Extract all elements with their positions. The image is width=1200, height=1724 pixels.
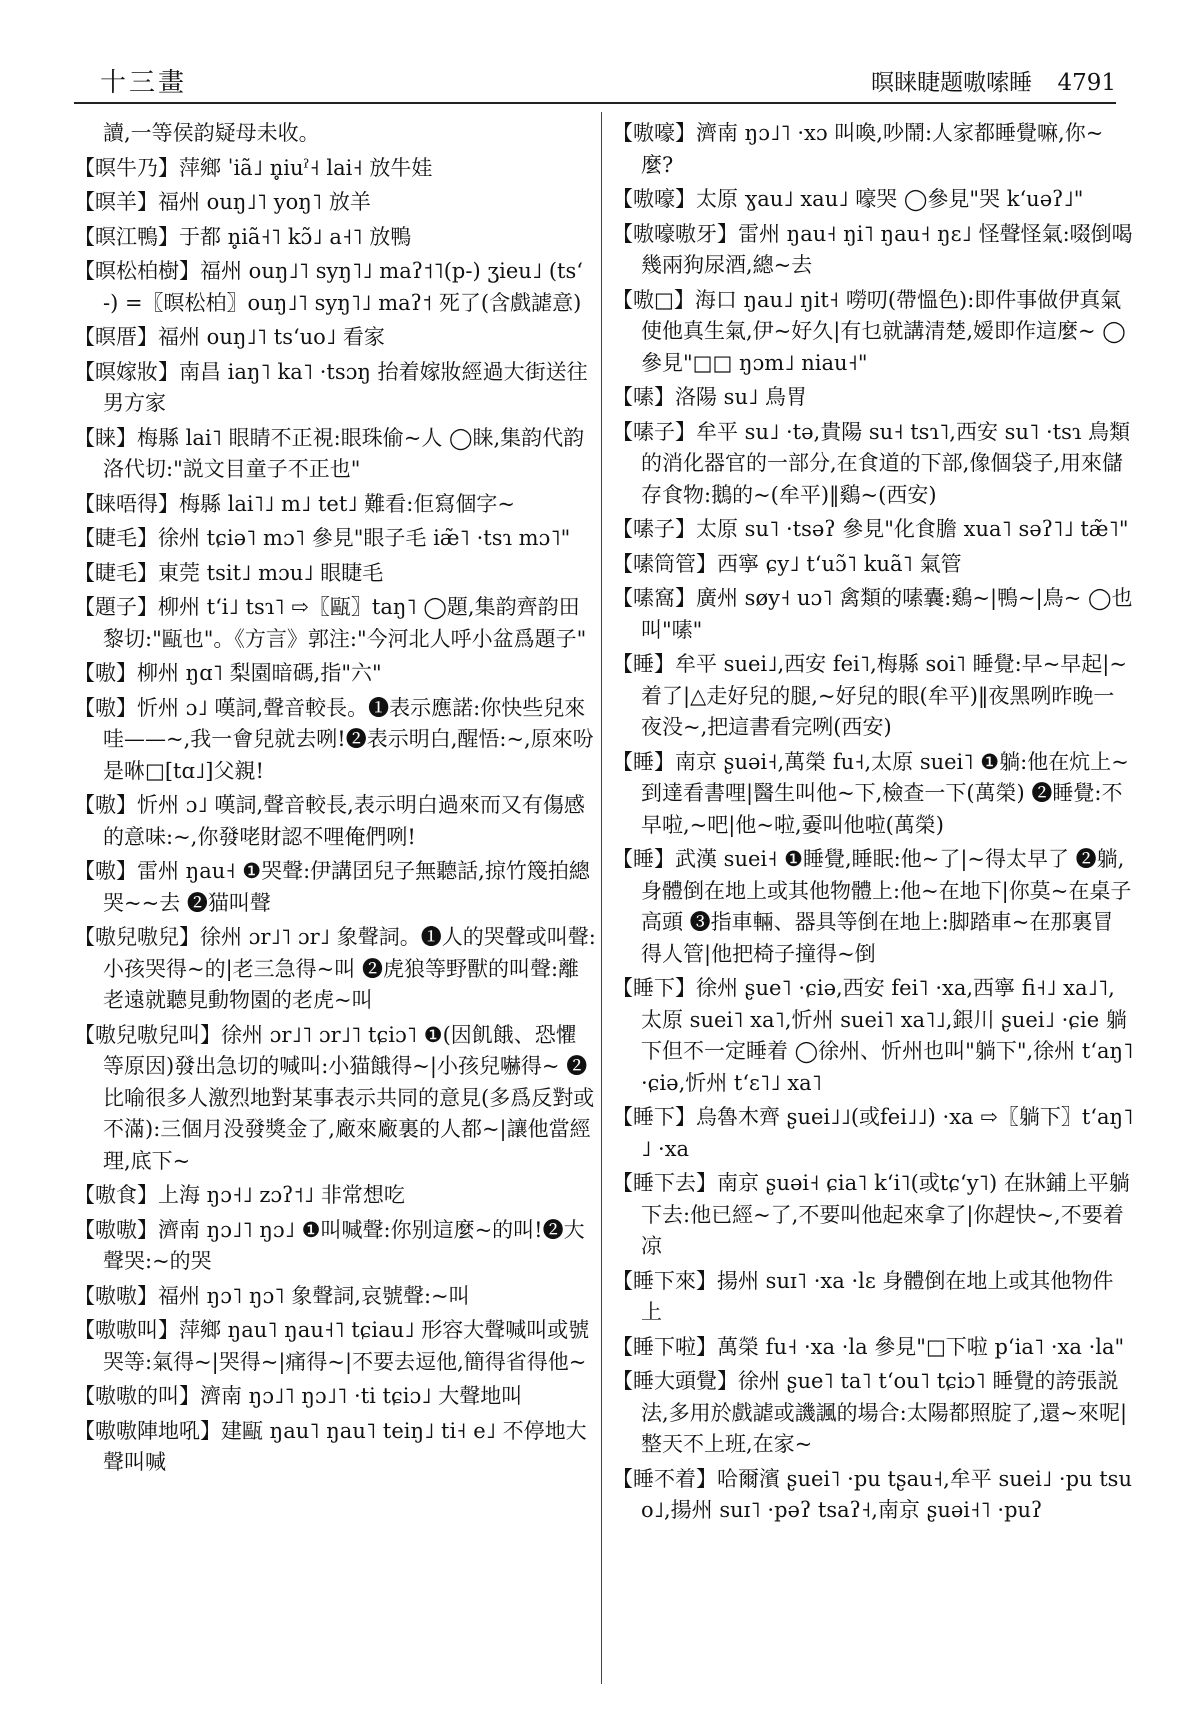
dictionary-entry: 讀,一等侯韵疑母未收。 <box>103 121 320 145</box>
dictionary-entry: 【嗷□】海口 ŋau˩ ŋit˧ 嘮叨(帶慍色):即件事做伊真氣使他真生氣,伊~好久|有乜就講清楚,嫒即作這麼~ ◯參見"□□ ŋɔm˩ niau˧" <box>612 287 1126 375</box>
dictionary-entry: 【睡下去】南京 ʂuəi˧ ɕia˥ kʻi˥(或tɕʻy˥) 在牀鋪上平躺下去:他已經~了,不要叫他起來拿了|你趕快~,不要着凉 <box>612 1171 1130 1258</box>
dictionary-entry: 【嗉子】牟平 su˩ ·tə,貴陽 su˧ tsɿ˥,西安 su˥ ·tsɿ 鳥類的消化器官的一部分,在食道的下部,像個袋子,用來儲存食物:鵝的~(牟平)‖鷄~(西安) <box>612 419 1131 507</box>
dictionary-entry: 【嗷】忻州 ɔ˩ 嘆詞,聲音較長,表示明白過來而又有傷感的意味:~,你發咾財認不哩俺們咧! <box>74 793 585 849</box>
dictionary-entry: 【嗷嗷陣地吼】建甌 ŋau˥ ŋau˥ teiŋ˩ ti˧ e˩ 不停地大聲叫喊 <box>74 1418 587 1474</box>
dictionary-entry: 【嗉筒管】西寧 ɕy˩ tʻuɔ̃˥ kuã˥ 氣管 <box>612 551 962 576</box>
dictionary-entry: 【嗷兒嗷兒叫】徐州 ɔr˩˥ ɔr˩˥ tɕiɔ˥ ❶(因飢餓、恐懼等原因)發出急切的喊叫:小猫餓得~|小孩兒嚇得~ ❷比喻很多人激烈地對某事表示共同的意見(多爲反對或不滿):三個月没發獎金了,廠來廠裏的人都~|讓他當經理,底下~ <box>74 1022 595 1173</box>
dictionary-entry: 【睡下來】揚州 suɪ˥ ·xa ·lɛ 身體倒在地上或其他物件上 <box>612 1268 1114 1324</box>
dictionary-entry: 【暝厝】福州 ouŋ˩˥ tsʻuo˩ 看家 <box>74 325 385 349</box>
header-rule <box>74 102 1116 104</box>
page-header <box>74 58 1116 102</box>
dictionary-entry: 【睡下】烏魯木齊 ʂuei˩˩(或fei˩˩) ·xa ⇨〖躺下〗tʻaŋ˥˩ ·xa <box>612 1105 1134 1161</box>
dictionary-entry: 【暝羊】福州 ouŋ˩˥ yoŋ˥ 放羊 <box>74 190 371 214</box>
dictionary-entry: 【睐】梅縣 lai˥ 眼睛不正視:眼珠偷~人 ◯睐,集韵代韵洛代切:"説文目童子不正也" <box>74 425 585 481</box>
dictionary-entry: 【題子】柳州 tʻi˩ tsɿ˥ ⇨〖甌〗taŋ˥ ◯題,集韵齊韵田黎切:"甌也"。《方言》郭注:"今河北人呼小盆爲題子" <box>74 595 587 651</box>
dictionary-entry: 【嗷嗷】濟南 ŋɔ˩˥ ŋɔ˩ ❶叫喊聲:你别這麼~的叫!❷大聲哭:~的哭 <box>74 1217 585 1273</box>
dictionary-entry: 【嗷嗷的叫】濟南 ŋɔ˩˥ ŋɔ˩˥ ·ti tɕiɔ˩ 大聲地叫 <box>74 1384 523 1408</box>
dictionary-entry: 【嗷】柳州 ŋɑ˥ 梨園暗碼,指"六" <box>74 661 382 685</box>
dictionary-entry: 【嗉窩】廣州 søy˧ uɔ˥ 禽類的嗉囊:鷄~|鴨~|鳥~ ◯也叫"嗉" <box>612 586 1133 642</box>
dictionary-entry: 【睫毛】東莞 tsit˩ mɔu˩ 眼睫毛 <box>74 560 384 585</box>
dictionary-entry: 【嗉】洛陽 su˩ 鳥胃 <box>612 385 808 409</box>
dictionary-entry: 【睡】牟平 suei˩,西安 fei˥,梅縣 soi˥ 睡覺:早~早起|~着了|△走好兒的腿,~好兒的眼(牟平)‖夜黑咧昨晚一夜没~,把這書看完咧(西安) <box>612 652 1127 739</box>
dictionary-entry: 【暝江鴨】于都 n̥iã˧˥ kɔ̃˩ a˧˥ 放鴨 <box>74 224 412 249</box>
dictionary-entry: 【睡大頭覺】徐州 ʂue˥ ta˥ tʻou˥ tɕiɔ˥ 睡覺的誇張説法,多用於戲謔或譏諷的場合:太陽都照腚了,還~來呢|整天不上班,在家~ <box>612 1369 1128 1456</box>
dictionary-entry: 【睫毛】徐州 tɕiə˥ mɔ˥ 參見"眼子毛 iæ̃˥ ·tsɿ mɔ˥" <box>74 526 571 550</box>
dictionary-entry: 【嗷】忻州 ɔ˩ 嘆詞,聲音較長。❶表示應諾:你快些兒來哇——~,我一會兒就去咧!❷表示明白,醒悟:~,原來吩是咻□[tɑ˩]父親! <box>74 695 594 783</box>
dictionary-entry: 【嗷食】上海 ŋɔ˧˩ zɔʔ˦˩ 非常想吃 <box>74 1183 405 1207</box>
dictionary-entry: 【嗉子】太原 su˥ ·tsəʔ 參見"化食膽 xua˥ səʔ˥˩ tæ̃˥" <box>612 517 1129 541</box>
dictionary-entry: 【睡】武漢 suei˧ ❶睡覺,睡眠:他~了|~得太早了 ❷躺,身體倒在地上或其他物體上:他~在地下|你莫~在桌子高頭 ❸指車輛、器具等倒在地上:脚踏車~在那裏冒得人管|他把椅子撞得~倒 <box>612 847 1132 966</box>
dictionary-entry: 【嗷嚎】濟南 ŋɔ˩˥ ·xɔ 叫喚,吵鬧:人家都睡覺嘛,你~麼? <box>612 121 1104 177</box>
header-characters: 暝睐睫题嗷嗦睡 <box>871 70 1033 96</box>
dictionary-entry: 【睡下啦】萬榮 fu˧ ·xa ·la 參見"□下啦 pʻia˥ ·xa ·la" <box>612 1334 1125 1359</box>
dictionary-entry: 【嗷嗷】福州 ŋɔ˥ ŋɔ˥ 象聲詞,哀號聲:~叫 <box>74 1283 470 1308</box>
page-number: 4791 <box>1057 70 1116 96</box>
section-title: 十三畫 <box>100 68 188 98</box>
dictionary-entry: 【睡不着】哈爾濱 ʂuei˥ ·pu tʂau˧,牟平 suei˩ ·pu tsuo˩,揚州 suɪ˥ ·pəʔ tsaʔ˧,南京 ʂuəi˧˥ ·puʔ <box>612 1466 1132 1522</box>
dictionary-entry: 【嗷嚎嗷牙】雷州 ŋau˧ ŋi˥ ŋau˧ ŋɛ˩ 怪聲怪氣:啜倒喝幾兩狗尿酒,總~去 <box>612 221 1133 277</box>
right-column <box>612 118 1134 1530</box>
dictionary-entry: 【暝松柏樹】福州 ouŋ˩˥ syŋ˥˩ maʔ˦˥(p-) ʒieu˩ (tsʻ-) =〖暝松柏〗ouŋ˩˥ syŋ˥˩ maʔ˦ 死了(含戲謔意) <box>74 259 583 315</box>
dictionary-entry: 【嗷嚎】太原 ɣau˩ xau˩ 嚎哭 ◯參見"哭 kʻuəʔ˩" <box>612 187 1084 211</box>
column-divider <box>601 112 602 1684</box>
dictionary-entry: 【睡】南京 ʂuəi˧,萬榮 fu˧,太原 suei˥ ❶躺:他在炕上~到達看書哩|醫生叫他~下,檢查一下(萬榮) ❷睡覺:不早啦,~吧|他~啦,嫑叫他啦(萬榮) <box>612 749 1129 837</box>
left-column <box>74 118 596 1482</box>
dictionary-entry: 【嗷】雷州 ŋau˧ ❶哭聲:伊講囝兒子無聽話,掠竹篾拍總哭~~去 ❷猫叫聲 <box>74 859 590 915</box>
dictionary-entry: 【暝嫁妝】南昌 iaŋ˥ ka˥ ·tsɔŋ 抬着嫁妝經過大街送往男方家 <box>74 359 588 415</box>
dictionary-entry: 【嗷兒嗷兒】徐州 ɔr˩˥ ɔr˩ 象聲詞。❶人的哭聲或叫聲:小孩哭得~的|老三急得~叫 ❷虎狼等野獸的叫聲:離老遠就聽見動物園的老虎~叫 <box>74 925 596 1012</box>
dictionary-entry: 【暝牛乃】萍鄉 ˈiã˩ n̥iuˀ˧ lai˧ 放牛娃 <box>74 155 433 180</box>
header-index <box>871 64 1116 97</box>
dictionary-entry: 【睐唔得】梅縣 lai˥˩ m˩ tet˩ 難看:佢寫個字~ <box>74 491 515 516</box>
dictionary-entry: 【睡下】徐州 ʂue˥ ·ɕiə,西安 fei˥ ·xa,西寧 fi˧˩ xa˩˥,太原 suei˥ xa˥,忻州 suei˥ xa˥˩,銀川 ʂuei˩ ·ɕie 躺下但不一定睡着 ◯徐州、忻州也叫"躺下",徐州 tʻaŋ˥ ·ɕiə,忻州 tʻɛ˥˩ xa˥ <box>612 976 1134 1095</box>
dictionary-entry: 【嗷嗷叫】萍鄉 ŋau˥ ŋau˧˥ tɕiau˩ 形容大聲喊叫或號哭等:氣得~|哭得~|痛得~|不要去逗他,簡得省得他~ <box>74 1318 590 1374</box>
